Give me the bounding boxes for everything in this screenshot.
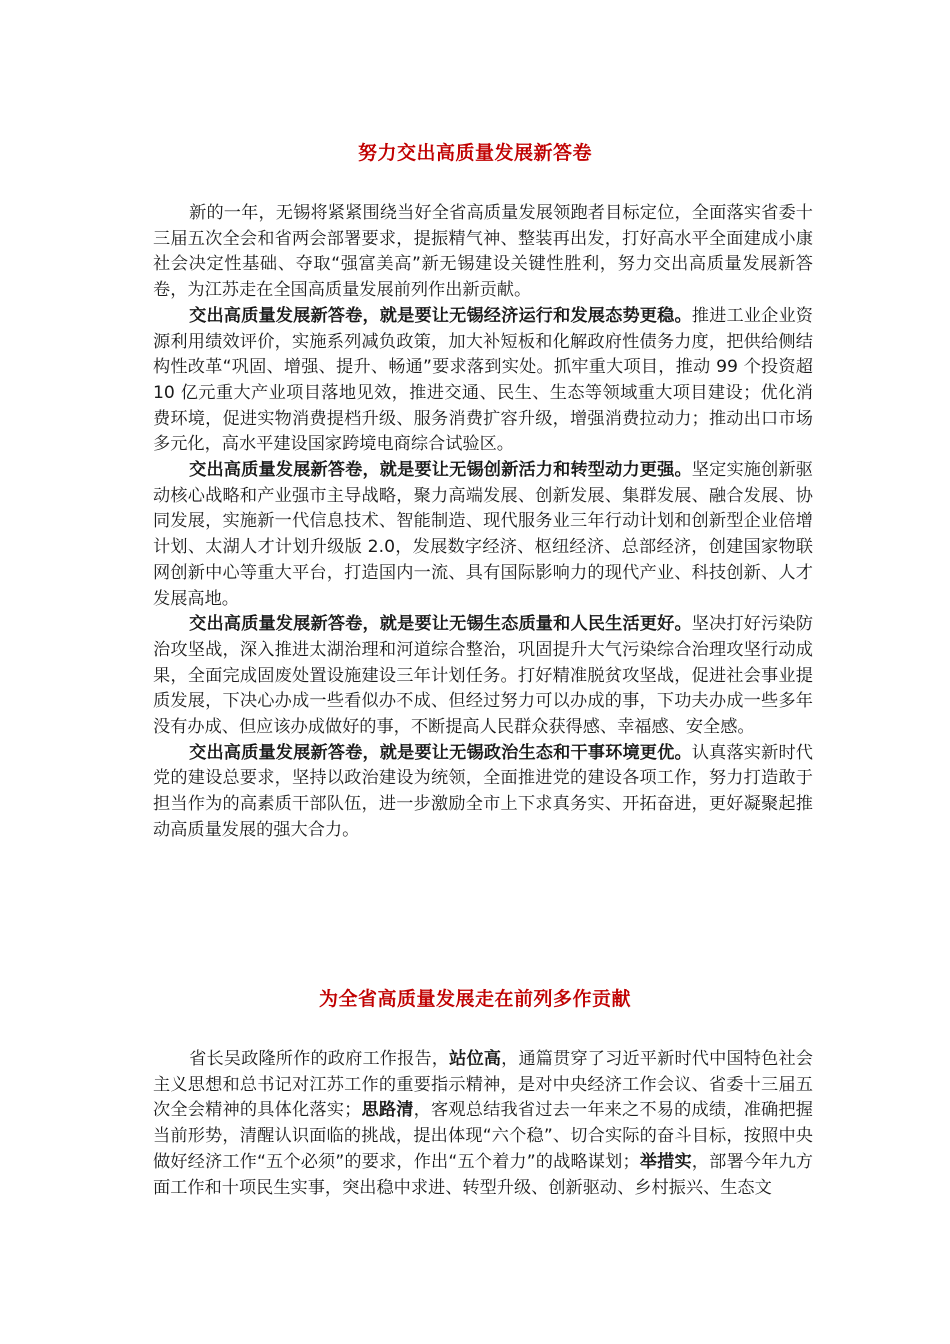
section2-title: 为全省高质量发展走在前列多作贡献 [318,988,631,1010]
point-lead: 交出高质量发展新答卷，就是要让无锡生态质量和人民生活更好。 [189,614,692,635]
section1-point-3 [153,612,813,741]
section1-title: 努力交出高质量发展新答卷 [357,142,592,164]
section1-point-4 [153,741,813,844]
section1-point-2 [153,458,813,612]
text-run: ，部署今年九方面工作和十项民生实事，突出稳中求进、转型升级、创新驱动、乡村振兴、生态文 [153,1151,813,1198]
section2-body [153,1047,813,1201]
section1-intro: 新的一年，无锡将紧紧围绕当好全省高质量发展领跑者目标定位，全面落实省委十三届五次全会和省两会部署要求，提振精气神、整装再出发，打好高水平全面建成小康社会决定性基础、夺取“强富美高”新无锡建设关键性胜利，努力交出高质量发展新答卷，为江苏走在全国高质量发展前列作出新贡献。 [153,203,813,301]
point-lead: 交出高质量发展新答卷，就是要让无锡创新活力和转型动力更强。 [189,460,692,481]
keyword-highlight: 举措实 [639,1151,692,1172]
point-text: 推进工业企业资源利用绩效评价，实施系列减负政策，加大补短板和化解政府性债务力度，把供给侧结构性改革“巩固、增强、提升、畅通”要求落到实处。抓牢重大项目，推动 99 个投资超 10 亿元重大产业项目落地见效，推进交通、民生、生态等领域重大项目建设；优化消费环境，促进实物消费提档升级、服务消费扩容升级，增强消费拉动力；推动出口市场多元化，高水平建设国家跨境电商综合试验区。 [153,305,813,455]
text-run: 省长吴政隆所作的政府工作报告， [189,1049,450,1069]
point-text: 坚定实施创新驱动核心战略和产业强市主导战略，聚力高端发展、创新发展、集群发展、融合发展、协同发展，实施新一代信息技术、智能制造、现代服务业三年行动计划和创新型企业倍增计划、太湖人才计划升级版 2.0，发展数字经济、枢纽经济、总部经济，创建国家物联网创新中心等重大平台，打造国内一流、具有国际影响力的现代产业、科技创新、人才发展高地。 [153,460,813,609]
point-text: 认真落实新时代党的建设总要求，坚持以政治建设为统领，全面推进党的建设各项工作，努力打造敢于担当作为的高素质干部队伍，进一步激励全市上下求真务实、开拓奋进，更好凝聚起推动高质量发展的强大合力。 [153,742,813,840]
section1-point-1 [153,304,813,458]
section1-body [153,201,813,844]
point-lead: 交出高质量发展新答卷，就是要让无锡政治生态和干事环境更优。 [189,742,692,763]
point-text: 坚决打好污染防治攻坚战，深入推进太湖治理和河道综合整治，巩固提升大气污染综合治理攻坚行动成果，全面完成固废处置设施建设三年计划任务。打好精准脱贫攻坚战，促进社会事业提质发展，下决心办成一些看似办不成、但经过努力可以办成的事，下功夫办成一些多年没有办成、但应该办成做好的事，不断提高人民群众获得感、幸福感、安全感。 [153,614,813,738]
text-run: ，客观总结我省过去一年来之不易的成绩，准确把握当前形势，清醒认识面临的挑战，提出体现“六个稳”、切合实际的奋斗目标，按照中央做好经济工作“五个必须”的要求，作出“五个着力”的战略谋划； [153,1100,813,1172]
text-run: ，通篇贯穿了习近平新时代中国特色社会主义思想和总书记对江苏工作的重要指示精神，是对中央经济工作会议、省委十三届五次全会精神的具体化落实； [153,1049,813,1121]
keyword-highlight: 思路清 [361,1100,414,1121]
point-lead: 交出高质量发展新答卷，就是要让无锡经济运行和发展态势更稳。 [189,305,692,326]
section2-paragraph [153,1047,813,1201]
keyword-highlight: 站位高 [449,1049,502,1069]
